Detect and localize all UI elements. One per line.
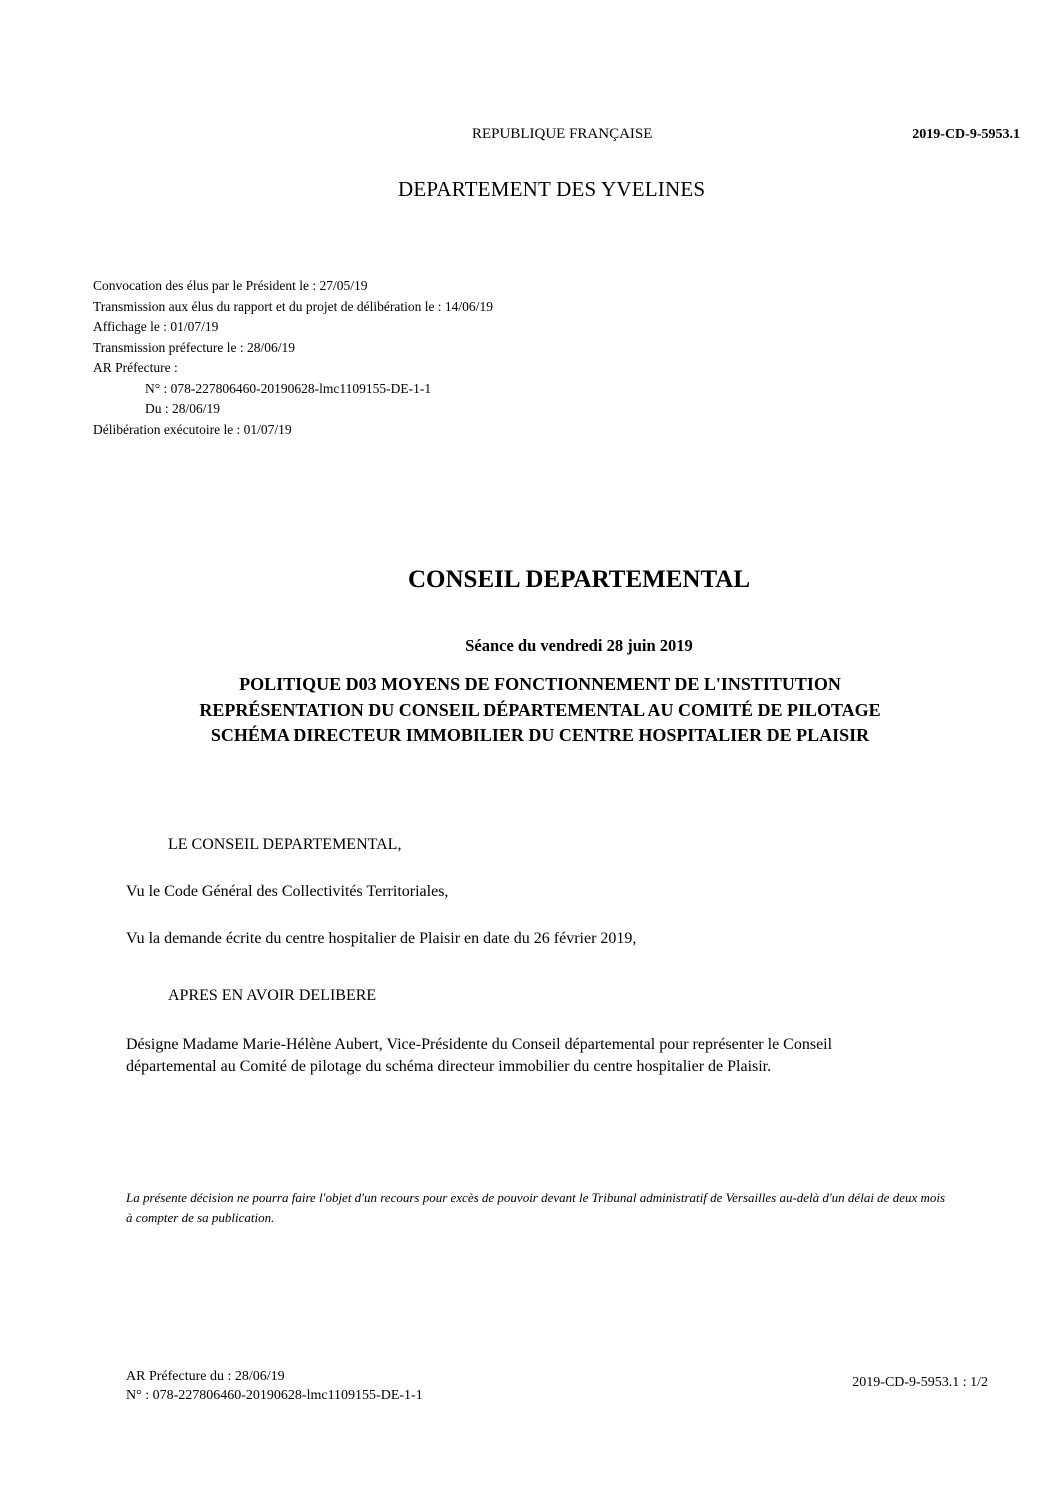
conseil-heading: LE CONSEIL DEPARTEMENTAL,: [168, 836, 402, 853]
convocation-line: Convocation des élus par le Président le : 27/05/19: [93, 278, 368, 293]
subject-line: SCHÉMA DIRECTEUR IMMOBILIER DU CENTRE HOSPITALIER DE PLAISIR: [210, 725, 870, 745]
ar-prefecture-label: AR Préfecture :: [93, 360, 178, 375]
legal-notice: La présente décision ne pourra faire l'objet d'un recours pour excès de pouvoir devant le Tribunal administratif de Versailles au-delà d'un délai de deux mois à compter de sa publication.: [126, 1190, 946, 1225]
deliberation-metadata: [93, 276, 493, 440]
vu-demande-paragraph: Vu la demande écrite du centre hospitalier de Plaisir en date du 26 février 2019,: [126, 930, 637, 947]
seance-date: Séance du vendredi 28 juin 2019: [465, 636, 693, 655]
footer-page-reference: 2019-CD-9-5953.1 : 1/2: [852, 1375, 988, 1390]
footer-ar-block: [126, 1367, 423, 1405]
document-reference: 2019-CD-9-5953.1: [912, 127, 1020, 142]
executoire-line: Délibération exécutoire le : 01/07/19: [93, 421, 292, 437]
deliberation-subject: [60, 672, 1020, 749]
apres-deliberation-heading: APRES EN AVOIR DELIBERE: [168, 987, 377, 1004]
departement-heading: DEPARTEMENT DES YVELINES: [398, 177, 706, 201]
affichage-line: Affichage le : 01/07/19: [93, 319, 219, 334]
footer-ar-date: AR Préfecture du : 28/06/19: [126, 1369, 285, 1384]
ar-date-line: Du : 28/06/19: [145, 401, 221, 416]
transmission-prefecture-line: Transmission préfecture le : 28/06/19: [93, 339, 295, 355]
page-title: CONSEIL DEPARTEMENTAL: [407, 566, 750, 593]
subject-line: REPRÉSENTATION DU CONSEIL DÉPARTEMENTAL AU COMITÉ DE PILOTAGE: [199, 699, 881, 720]
vu-code-paragraph: Vu le Code Général des Collectivités Territoriales,: [126, 883, 449, 900]
footer-ar-numero: N° : 078-227806460-20190628-lmc1109155-DE-1-1: [126, 1388, 423, 1403]
ar-numero-line: N° : 078-227806460-20190628-lmc1109155-DE-1-1: [145, 380, 432, 396]
designation-paragraph: Désigne Madame Marie-Hélène Aubert, Vice-Présidente du Conseil départemental pour représenter le Conseil départemental au Comité de pilotage du schéma directeur immobilier du centre hospitalier de Plaisir.: [126, 1036, 833, 1075]
subject-line: POLITIQUE D03 MOYENS DE FONCTIONNEMENT DE L'INSTITUTION: [239, 674, 841, 694]
transmission-elus-line: Transmission aux élus du rapport et du projet de délibération le : 14/06/19: [93, 298, 493, 314]
republique-heading: REPUBLIQUE FRANÇAISE: [472, 126, 653, 142]
